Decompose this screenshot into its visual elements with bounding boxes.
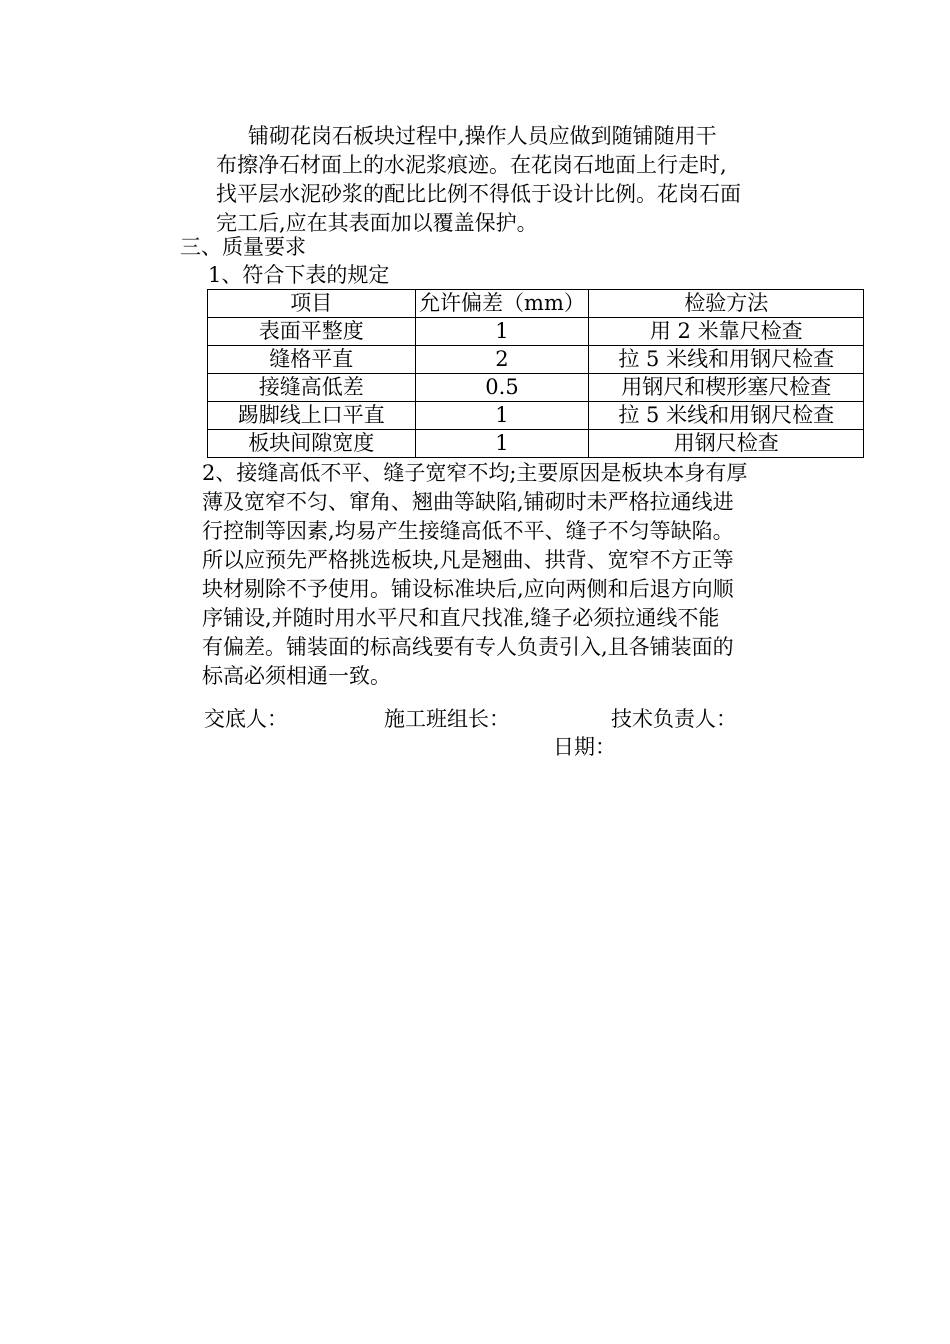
table-cell: 表面平整度 xyxy=(208,318,416,346)
paragraph-line: 有偏差。铺装面的标高线要有专人负责引入,且各铺装面的 xyxy=(202,635,734,659)
tolerance-table xyxy=(207,289,864,458)
item-heading-table-rule: 1、符合下表的规定 xyxy=(208,263,390,287)
table-cell: 拉 5 米线和用钢尺检查 xyxy=(589,402,864,430)
signature-briefer-label: 交底人： xyxy=(204,707,288,731)
signature-date-label: 日期： xyxy=(553,735,616,759)
table-cell: 1 xyxy=(415,430,589,458)
header-method: 检验方法 xyxy=(589,290,864,318)
paragraph-line: 标高必须相通一致。 xyxy=(202,664,391,688)
paragraph-line: 所以应预先严格挑选板块,凡是翘曲、拱背、宽窄不方正等 xyxy=(202,548,734,572)
paragraph-line: 行控制等因素,均易产生接缝高低不平、缝子不匀等缺陷。 xyxy=(202,519,734,543)
paragraph-line: 2、接缝高低不平、缝子宽窄不均;主要原因是板块本身有厚 xyxy=(202,461,748,485)
table-header-row xyxy=(208,290,864,318)
table-cell: 缝格平直 xyxy=(208,346,416,374)
signature-tech-lead-label: 技术负责人： xyxy=(611,707,737,731)
paragraph-protection xyxy=(216,122,741,238)
table-cell: 板块间隙宽度 xyxy=(208,430,416,458)
table-cell: 2 xyxy=(415,346,589,374)
paragraph-line: 序铺设,并随时用水平尺和直尺找准,缝子必须拉通线不能 xyxy=(202,606,720,630)
table-cell: 用钢尺检查 xyxy=(589,430,864,458)
paragraph-line: 完工后,应在其表面加以覆盖保护。 xyxy=(216,211,538,235)
header-tolerance: 允许偏差（mm） xyxy=(415,290,589,318)
paragraph-joint-defects xyxy=(202,459,747,691)
table-cell: 踢脚线上口平直 xyxy=(208,402,416,430)
table-row xyxy=(208,374,864,402)
paragraph-line: 布擦净石材面上的水泥浆痕迹。在花岗石地面上行走时, xyxy=(216,153,727,177)
table-cell: 拉 5 米线和用钢尺检查 xyxy=(589,346,864,374)
table-row xyxy=(208,430,864,458)
table-cell: 1 xyxy=(415,402,589,430)
table-cell: 接缝高低差 xyxy=(208,374,416,402)
table-cell: 用钢尺和楔形塞尺检查 xyxy=(589,374,864,402)
signature-team-leader-label: 施工班组长： xyxy=(384,707,510,731)
paragraph-line: 找平层水泥砂浆的配比比例不得低于设计比例。花岗石面 xyxy=(216,182,741,206)
paragraph-line: 块材剔除不予使用。铺设标准块后,应向两侧和后退方向顺 xyxy=(202,577,734,601)
paragraph-line: 铺砌花岗石板块过程中,操作人员应做到随铺随用干 xyxy=(248,124,717,148)
table-cell: 用 2 米靠尺检查 xyxy=(589,318,864,346)
paragraph-line: 薄及宽窄不匀、窜角、翘曲等缺陷,铺砌时未严格拉通线进 xyxy=(202,490,734,514)
table-row xyxy=(208,318,864,346)
header-item: 项目 xyxy=(208,290,416,318)
section-heading-quality: 三、质量要求 xyxy=(180,235,306,259)
table-cell: 1 xyxy=(415,318,589,346)
table-row xyxy=(208,402,864,430)
table-cell: 0.5 xyxy=(415,374,589,402)
table-row xyxy=(208,346,864,374)
